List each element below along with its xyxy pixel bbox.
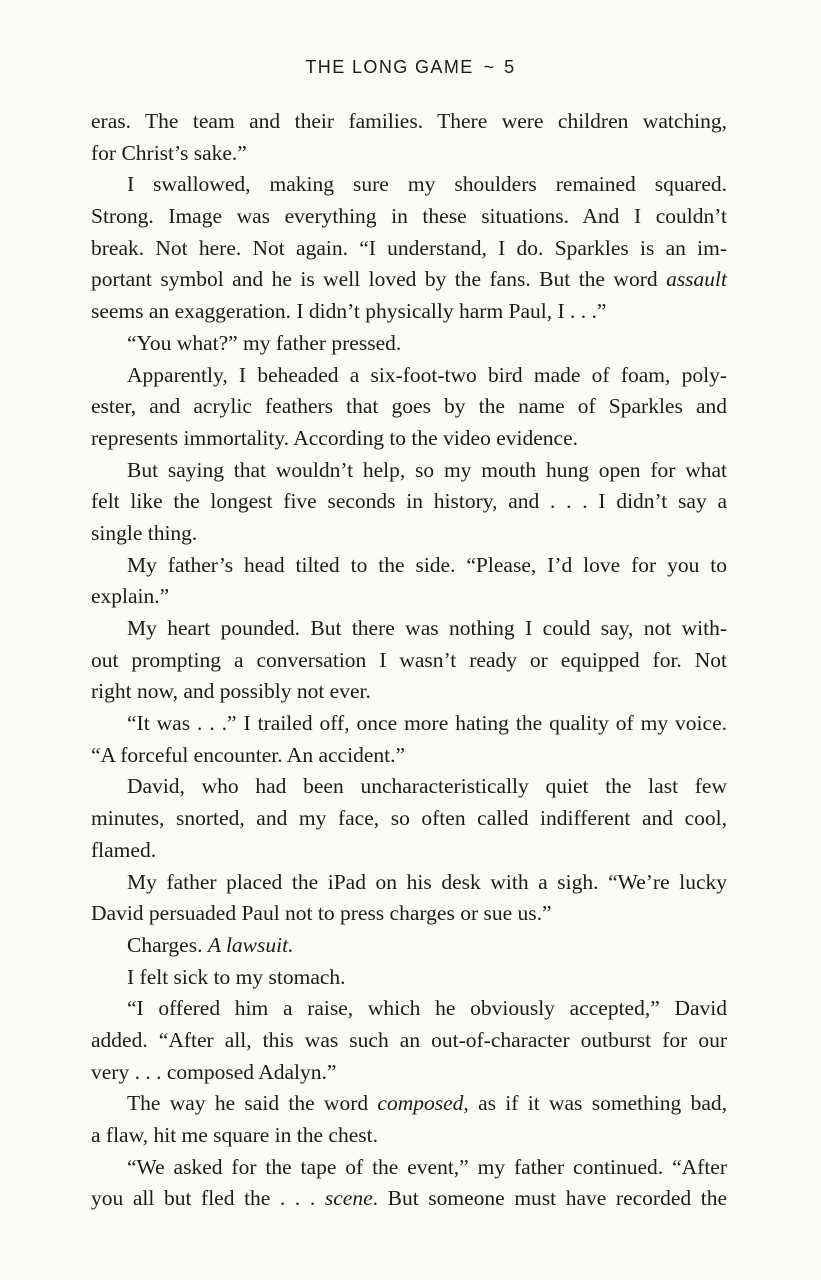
text-line <box>91 106 727 138</box>
text-line <box>91 993 727 1025</box>
text-line <box>91 328 727 360</box>
line-text: out prompting a conversation I wasn’t ready or equipped for. Not <box>91 647 727 672</box>
text-line <box>91 233 727 265</box>
line-text: for Christ’s sake.” <box>91 140 247 165</box>
line-text: portant symbol and he is well loved by the fans. But the word <box>91 267 667 292</box>
line-text: “I offered him a raise, which he obviously accepted,” David <box>127 996 727 1021</box>
line-text: explain.” <box>91 584 170 609</box>
line-italic-text: assault <box>666 267 727 292</box>
page-number: 5 <box>504 57 516 77</box>
line-text: David, who had been uncharacteristically quiet the last few <box>127 774 727 799</box>
text-line <box>91 1057 727 1089</box>
text-line <box>91 423 727 455</box>
line-text: you all but fled the . . . <box>91 1186 325 1211</box>
text-line <box>91 296 727 328</box>
text-line <box>91 264 727 296</box>
line-text: flamed. <box>91 837 157 862</box>
line-text: “It was . . .” I trailed off, once more hating the quality of my voice. <box>127 711 727 736</box>
line-text: Charges. <box>127 932 208 957</box>
line-text: David persuaded Paul not to press charges or sue us.” <box>91 901 552 926</box>
text-line <box>91 169 727 201</box>
line-text-after: . But someone must have recorded the <box>372 1186 728 1211</box>
line-text: ester, and acrylic feathers that goes by the name of Sparkles and <box>91 394 727 419</box>
line-italic-text: scene <box>324 1186 373 1211</box>
text-line <box>91 771 727 803</box>
line-text: The way he said the word <box>127 1091 378 1116</box>
line-text: very . . . composed Adalyn.” <box>91 1059 337 1084</box>
line-text: represents immortality. According to the video evidence. <box>91 425 578 450</box>
line-text: a flaw, hit me square in the chest. <box>91 1123 378 1147</box>
line-text-after: , as if it was something bad, <box>463 1091 727 1116</box>
text-line <box>91 962 727 994</box>
text-line <box>91 391 727 423</box>
text-line <box>91 581 727 613</box>
line-text: But saying that wouldn’t help, so my mouth hung open for what <box>127 457 727 482</box>
text-line <box>91 455 727 487</box>
text-line <box>91 1152 727 1184</box>
text-line <box>91 486 727 518</box>
header-separator: ~ <box>483 57 495 77</box>
line-text: added. “After all, this was such an out-of-character outburst for our <box>91 1027 727 1052</box>
line-text: single thing. <box>91 520 198 545</box>
line-text: Apparently, I beheaded a six-foot-two bird made of foam, poly- <box>127 362 727 387</box>
line-text: felt like the longest five seconds in history, and . . . I didn’t say a <box>91 489 727 514</box>
line-text: “You what?” my father pressed. <box>127 330 402 355</box>
line-text: My heart pounded. But there was nothing I could say, not with- <box>127 616 727 640</box>
line-text: eras. The team and their families. There were children watching, <box>91 109 727 133</box>
line-italic-text: A lawsuit. <box>207 932 294 957</box>
text-line <box>91 1025 727 1057</box>
line-text: I swallowed, making sure my shoulders remained squared. <box>127 172 727 197</box>
line-italic-text: composed <box>377 1091 464 1116</box>
text-line <box>91 1183 727 1215</box>
line-text: I felt sick to my stomach. <box>127 964 346 989</box>
text-line <box>91 930 727 962</box>
text-line <box>91 360 727 392</box>
line-text: My father’s head tilted to the side. “Please, I’d love for you to <box>127 552 727 577</box>
text-line <box>91 898 727 930</box>
text-line <box>91 803 727 835</box>
line-text: “A forceful encounter. An accident.” <box>91 742 405 767</box>
line-text: break. Not here. Not again. “I understand, I do. Sparkles is an im- <box>91 235 727 260</box>
text-line <box>91 1120 727 1152</box>
text-line <box>91 550 727 582</box>
text-line <box>91 1088 727 1120</box>
text-line <box>91 645 727 677</box>
text-line <box>91 613 727 645</box>
line-text: right now, and possibly not ever. <box>91 679 371 704</box>
text-line <box>91 708 727 740</box>
body-text <box>91 106 727 1215</box>
running-head <box>0 57 821 78</box>
text-line <box>91 201 727 233</box>
text-line <box>91 740 727 772</box>
line-text: seems an exaggeration. I didn’t physically harm Paul, I . . .” <box>91 299 607 324</box>
line-text: minutes, snorted, and my face, so often called indifferent and cool, <box>91 806 727 831</box>
text-line <box>91 518 727 550</box>
text-line <box>91 835 727 867</box>
text-line <box>91 138 727 170</box>
text-line <box>91 867 727 899</box>
line-text: “We asked for the tape of the event,” my father continued. “After <box>127 1154 727 1179</box>
line-text: Strong. Image was everything in these situations. And I couldn’t <box>91 204 727 229</box>
text-line <box>91 676 727 708</box>
line-text: My father placed the iPad on his desk with a sigh. “We’re lucky <box>127 869 727 894</box>
book-title: THE LONG GAME <box>305 57 474 77</box>
